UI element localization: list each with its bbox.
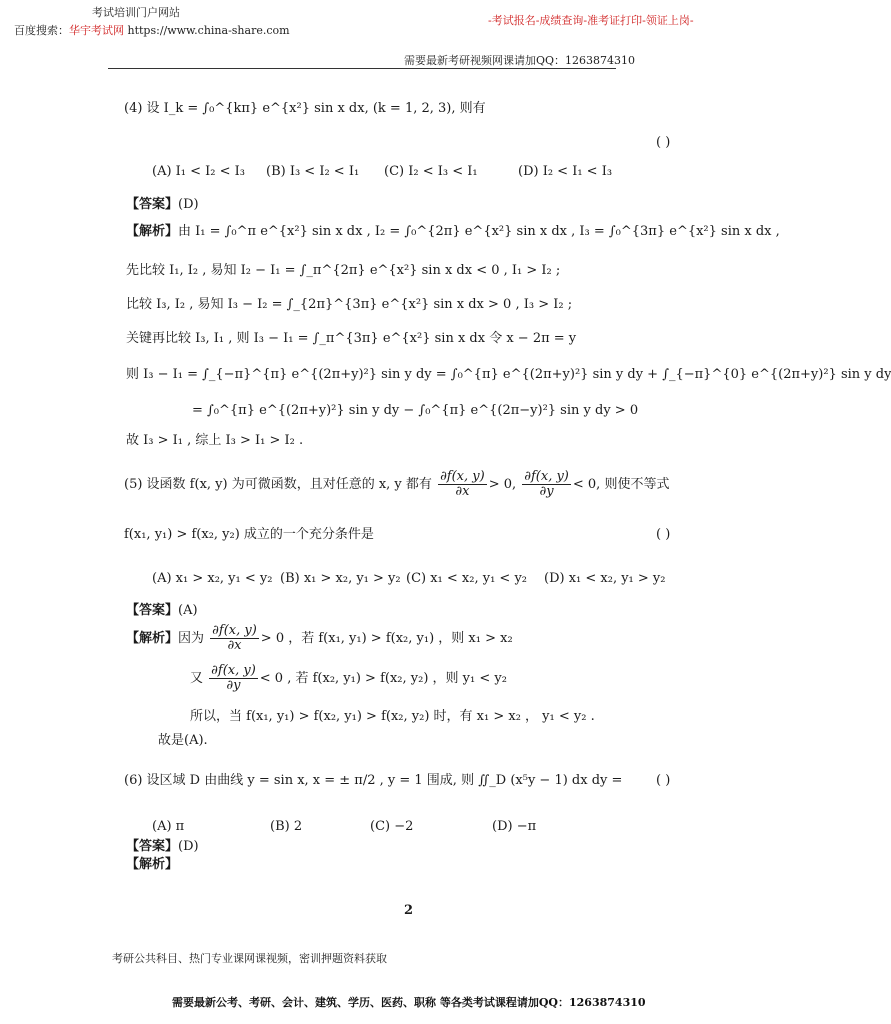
q5-conclusion: 故是(A). bbox=[158, 733, 208, 748]
q5-option-c: (C) x₁ < x₂, y₁ < y₂ bbox=[406, 571, 527, 586]
q5-answer-paren: ( ) bbox=[656, 527, 671, 542]
q4-answer-paren: ( ) bbox=[656, 135, 671, 150]
q4-conclusion: 故 I₃ > I₁ , 综上 I₃ > I₁ > I₂ . bbox=[126, 433, 304, 448]
partial-y-fraction: $\frac{\partial f(x, y)}{\partial y}$ bbox=[524, 469, 569, 499]
q5-stem-line-1: (5) 设函数 f(x, y) 为可微函数，且对任意的 x, y 都有 $\frac{\partial f(x, y)}{\partial x}$ > 0, $\frac{\partial f(x, y)}{\partial y}$ < 0, 则使不等式 bbox=[124, 469, 670, 499]
footer-line-1: 考研公共科目、热门专业课网课视频，密训押题资料获取 bbox=[112, 952, 387, 965]
q4-option-a: (A) I₁ < I₂ < I₃ bbox=[152, 164, 246, 179]
q5-analysis-line-1: 【解析】因为 $\frac{\partial f(x, y)}{\partial x}$ > 0 ，若 f(x₁, y₁) > f(x₂, y₁) ，则 x₁ > x₂ bbox=[126, 623, 513, 653]
q5-option-d: (D) x₁ < x₂, y₁ > y₂ bbox=[544, 571, 666, 586]
q4-analysis-line-1: 【解析】由 I₁ = ∫₀^π e^{x²} sin x dx , I₂ = ∫₀^{2π} e^{x²} sin x dx , I₃ = ∫₀^{3π} e^{x²} sin x dx , bbox=[126, 224, 780, 239]
search-prefix: 百度搜索： bbox=[14, 24, 69, 37]
footer-line-2: 需要最新公考、考研、会计、建筑、学历、医药、职称 等各类考试课程请加QQ：1263874310 bbox=[172, 996, 646, 1009]
partial-x-fraction: $\frac{\partial f(x, y)}{\partial x}$ bbox=[440, 469, 485, 499]
answer-value: (D) bbox=[178, 197, 199, 212]
q4-analysis-line-5: 则 I₃ − I₁ = ∫_{−π}^{π} e^{(2π+y)²} sin y dy = ∫₀^{π} e^{(2π+y)²} sin y dy + ∫_{−π}^{0} e^{(2π+y)²} sin y dy bbox=[126, 367, 891, 382]
q4-answer bbox=[126, 196, 199, 214]
partial-x-fraction: $\frac{\partial f(x, y)}{\partial x}$ bbox=[212, 623, 257, 653]
q6-option-d: (D) −π bbox=[492, 819, 537, 834]
q4-stem: (4) 设 I_k = ∫₀^{kπ} e^{x²} sin x dx, (k = 1, 2, 3), 则有 bbox=[124, 101, 486, 116]
site-title: 考试培训门户网站 bbox=[92, 6, 180, 19]
q5-answer: 【答案】(A) bbox=[126, 603, 198, 618]
q4-analysis-line-3: 比较 I₃, I₂ , 易知 I₃ − I₂ = ∫_{2π}^{3π} e^{x²} sin x dx > 0 , I₃ > I₂ ; bbox=[126, 297, 573, 312]
q5-option-b: (B) x₁ > x₂, y₁ > y₂ bbox=[280, 571, 401, 586]
partial-y-fraction: $\frac{\partial f(x, y)}{\partial y}$ bbox=[211, 663, 256, 693]
q5-analysis-line-2: 又 $\frac{\partial f(x, y)}{\partial y}$ < 0 , 若 f(x₂, y₁) > f(x₂, y₂) ，则 y₁ < y₂ bbox=[190, 663, 507, 693]
q4-option-c: (C) I₂ < I₃ < I₁ bbox=[384, 164, 478, 179]
q4-analysis-line-4: 关键再比较 I₃, I₁ , 则 I₃ − I₁ = ∫_π^{3π} e^{x²} sin x dx 令 x − 2π = y bbox=[126, 331, 577, 346]
q6-option-a: (A) π bbox=[152, 819, 185, 834]
contact-line: 需要最新考研视频网课请加QQ：1263874310 bbox=[404, 54, 636, 67]
analysis-label: 【解析】 bbox=[126, 224, 179, 239]
q5-stem-line-2: f(x₁, y₁) > f(x₂, y₂) 成立的一个充分条件是 bbox=[124, 527, 374, 542]
q6-stem: (6) 设区域 D 由曲线 y = sin x, x = ± π/2 , y = 1 围成, 则 ∬_D (x⁵y − 1) dx dy = bbox=[124, 773, 623, 788]
search-term-link[interactable]: 华宇考试网 bbox=[69, 24, 124, 37]
page-number: 2 bbox=[404, 903, 414, 918]
q4-option-b: (B) I₃ < I₂ < I₁ bbox=[266, 164, 360, 179]
q4-analysis-line-2: 先比较 I₁, I₂ , 易知 I₂ − I₁ = ∫_π^{2π} e^{x²} sin x dx < 0 , I₁ > I₂ ; bbox=[126, 263, 561, 278]
q5-option-a: (A) x₁ > x₂, y₁ < y₂ bbox=[152, 571, 273, 586]
q6-answer: 【答案】(D) bbox=[126, 839, 199, 854]
site-url[interactable]: https://www.china-share.com bbox=[127, 24, 290, 37]
q6-option-c: (C) −2 bbox=[370, 819, 414, 834]
nav-links[interactable]: -考试报名-成绩查询-准考证打印-领证上岗- bbox=[488, 14, 694, 27]
q6-answer-paren: ( ) bbox=[656, 773, 671, 788]
q5-analysis-line-3: 所以，当 f(x₁, y₁) > f(x₂, y₁) > f(x₂, y₂) 时，有 x₁ > x₂ ， y₁ < y₂ . bbox=[190, 709, 595, 724]
header-divider bbox=[108, 68, 616, 69]
q4-option-d: (D) I₂ < I₁ < I₃ bbox=[518, 164, 613, 179]
q6-analysis-label: 【解析】 bbox=[126, 857, 179, 872]
q4-analysis-line-6: = ∫₀^{π} e^{(2π+y)²} sin y dy − ∫₀^{π} e^{(2π−y)²} sin y dy > 0 bbox=[192, 403, 639, 418]
search-line bbox=[14, 22, 290, 38]
q6-option-b: (B) 2 bbox=[270, 819, 303, 834]
answer-label: 【答案】 bbox=[126, 197, 179, 212]
